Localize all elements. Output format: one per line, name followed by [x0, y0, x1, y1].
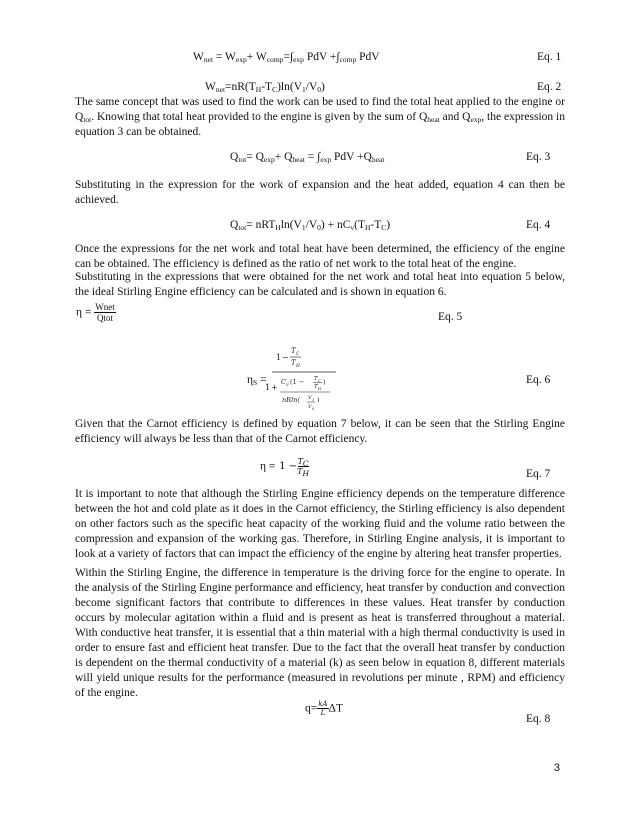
eq6-den-one: 1: [265, 383, 271, 392]
eq1-sub: comp: [266, 55, 284, 64]
eq7-one: 1 −: [279, 460, 298, 472]
eq4-part: ): [386, 219, 391, 231]
para1-sub: exp: [470, 115, 482, 124]
eq6-th-sub: H: [296, 364, 300, 369]
para1-text: The same concept that was used to find the work can be used to find the total heat applied to the engine or Q: [75, 96, 565, 123]
paragraph-5: Given that the Carnot efficiency is defined by equation 7 below, it can be seen that the Stirling Engine efficiency will always be less than that of the Carnot efficiency.: [75, 418, 565, 445]
eq3-part: = Q: [246, 151, 264, 163]
eq1-part: = W: [213, 51, 236, 63]
eq8-lhs: q=: [305, 702, 318, 715]
eq4-sub: H: [275, 223, 281, 232]
eq7-num-sub: C: [302, 459, 309, 468]
eq5-numerator: Wnet: [95, 302, 115, 312]
para1-text: and Q: [439, 111, 471, 123]
eq4-sub: v: [350, 223, 355, 232]
eq4-part: ) + nC: [320, 219, 351, 231]
eq5-fraction: [94, 302, 116, 323]
eq6-tc: T: [291, 347, 296, 355]
para1-sub: tot: [83, 115, 92, 124]
eq1-part: PdV: [356, 51, 380, 63]
eq3-part: Q: [230, 151, 239, 163]
eq4-sub: C: [381, 223, 387, 232]
eq5-denominator: Qtot: [96, 313, 113, 323]
eq7-one-wrap: [278, 457, 310, 476]
eq4-part: Q: [230, 219, 239, 231]
eq6-th: T: [291, 359, 296, 367]
eq1-sub: net: [203, 55, 214, 64]
eq1-sub: comp: [339, 55, 357, 64]
eq2-part: =nR(T: [225, 81, 256, 93]
eq7-inner-frac: [297, 457, 309, 476]
eq1-part: PdV +∫: [303, 51, 340, 63]
eq7-fraction: [278, 457, 310, 476]
equation-6-label: Eq. 6: [526, 374, 551, 386]
equation-2: [205, 80, 325, 94]
paragraph-3: Once the expressions for the net work and total heat have been determined, the efficiency of the engine can be obtained. The efficiency is defined as the ratio of net work to the total heat of the engine.: [75, 243, 565, 270]
eq4-sub: 0: [317, 223, 321, 232]
eq6-v1: V: [308, 395, 312, 401]
eq2-part: )ln(V: [277, 81, 303, 93]
eq2-sub: C: [272, 85, 278, 94]
eq2-part: ): [321, 81, 325, 93]
eq3-part: + Q: [274, 151, 293, 163]
equation-4-label: Eq. 4: [526, 219, 551, 231]
eq1-part: W: [193, 51, 204, 63]
eq6-den-th: T: [314, 384, 318, 390]
eq6-plus: +: [271, 383, 278, 392]
eq7-den-sub: H: [302, 469, 310, 478]
eq3-sub: tot: [238, 155, 247, 164]
eq2-sub: 1: [302, 85, 306, 94]
equation-1: [193, 50, 380, 64]
eq6-paren: (1 −: [290, 378, 305, 386]
eq4-part: -T: [370, 219, 382, 231]
eq8-denominator: L: [320, 709, 326, 717]
eq6-one: 1: [276, 353, 282, 362]
paragraph-6: It is important to note that although the Stirling Engine efficiency depends on the temperature difference between the hot and cold plate as it does in the Carnot efficiency, the Stirling efficiency is also dependent on other factors such as the specific heat capacity of the working fluid and the volume ratio between the compression and expansion of the working gas. Therefore, in Stirling Engine analysis, it is important to look at a variety of factors that can impact the efficiency of the engine by altering heat transfer properties.: [75, 488, 565, 560]
eq5-lhs: η =: [76, 306, 92, 319]
eq1-sub: exp: [235, 55, 247, 64]
eq6-tc-sub: C: [296, 352, 300, 357]
eq3-sub: heat: [371, 155, 385, 164]
eq2-part: /V: [305, 81, 318, 93]
eq4-sub: 1: [301, 223, 306, 232]
eq7-num-wrap: [298, 457, 309, 467]
para1-sub: heat: [427, 115, 440, 124]
equation-8-label: Eq. 8: [526, 713, 551, 725]
eq6-v0-sub: 0: [312, 407, 315, 411]
equation-7: [260, 457, 310, 476]
eq6-minus: −: [282, 353, 289, 362]
eq4-sub: H: [364, 223, 371, 232]
eq2-part: -T: [261, 81, 273, 93]
eq4-sub: tot: [238, 223, 247, 232]
equation-5: [76, 302, 116, 323]
page-number: 3: [553, 762, 560, 774]
eq6-nrln: nRln(: [282, 396, 300, 404]
para1-text: . Knowing that total heat provided to the engine is given by the sum of Q: [91, 111, 428, 123]
eq7-den-wrap: [297, 467, 309, 476]
eq7-num: T: [297, 457, 303, 466]
paragraph-1: [75, 95, 565, 140]
eq7-den: T: [297, 467, 303, 476]
eq6-cv-sub: V: [286, 382, 289, 387]
equation-7-label: Eq. 7: [526, 468, 551, 480]
eq6-equals: =: [257, 374, 267, 386]
equation-5-label: Eq. 5: [438, 311, 463, 323]
eq3-sub: exp: [263, 155, 275, 164]
eq1-sub: exp: [293, 55, 304, 64]
eq3-sub: heat: [292, 155, 305, 164]
eq6-den-tc: T: [314, 376, 318, 382]
eq3-sub: exp: [320, 155, 332, 164]
eq6-close: ): [317, 396, 320, 404]
equation-3: [230, 150, 384, 164]
paragraph-4: Substituting in the expressions that were obtained for the net work and total heat into equation 5 below, the ideal Stirling Engine efficiency can be calculated and is shown in equation 6.: [75, 271, 565, 298]
eq1-part: + W: [246, 51, 267, 63]
equation-2-label: Eq. 2: [537, 81, 562, 93]
eq6-den-th-sub: H: [318, 387, 322, 391]
eq8-numerator: kA: [318, 700, 328, 708]
eq8-rhs: ΔT: [328, 702, 343, 715]
eq7-lhs: η =: [260, 460, 276, 473]
equation-3-label: Eq. 3: [526, 151, 551, 163]
eq4-part: = nRT: [246, 219, 276, 231]
eq2-sub: H: [255, 85, 262, 94]
equation-4: [230, 218, 390, 232]
eq6-eta: η: [247, 374, 254, 386]
equation-1-label: Eq. 1: [537, 51, 562, 63]
eq2-part: W: [205, 81, 216, 93]
eq6-paren-close: ): [323, 378, 326, 386]
eq6-v1-sub: 1: [312, 398, 315, 402]
eq6-den-tc-sub: C: [318, 379, 321, 383]
eq3-part: PdV +Q: [331, 151, 372, 163]
eq2-sub: 0: [317, 85, 322, 94]
equation-8: [305, 700, 343, 717]
eq6-cv: C: [281, 378, 286, 386]
equation-6-fraction: [262, 340, 342, 418]
eq4-part: (T: [354, 219, 365, 231]
eq6-v0: V: [308, 404, 312, 410]
eq1-part: =∫: [283, 51, 294, 63]
paragraph-7: Within the Stirling Engine, the difference in temperature is the driving force for the engine to operate. In the analysis of the Stirling Engine performance and efficiency, heat transfer by conduction and convection become significant factors that contribute to differences in these values. Heat transfer by conduction occurs by molecular agitation within a fluid and is present as heat is transferred throughout a material. With conductive heat transfer, it is essential that a thin material with a high thermal conductivity is used in order to ensure fast and efficient heat transfer. Due to the fact that the overall heat transfer by conduction is dependent on the thermal conductivity of a material (k) as seen below in equation 8, different materials will yield unique results for the performance (measured in revolutions per minute , RPM) and efficiency of the engine.: [75, 567, 565, 699]
paragraph-2: Substituting in the expression for the work of expansion and the heat added, equation 4 can then be achieved.: [75, 179, 565, 206]
eq2-sub: net: [215, 85, 226, 94]
eq4-part: ln(V: [280, 219, 302, 231]
eq8-fraction: [317, 700, 328, 717]
eq4-part: /V: [305, 219, 318, 231]
para1-text: , the expression in equation 3 can be obtained.: [75, 111, 565, 138]
eq6-eta-sub: S: [253, 378, 258, 387]
eq3-part: = ∫: [304, 151, 321, 163]
